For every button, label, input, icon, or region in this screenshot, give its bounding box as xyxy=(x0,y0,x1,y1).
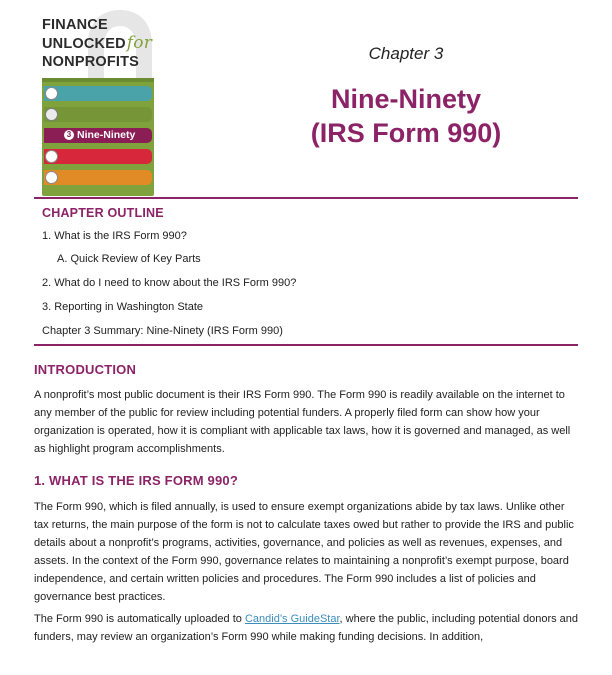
chapter-title-line-2: (IRS Form 990) xyxy=(310,118,502,148)
binder-tab-4 xyxy=(44,149,152,164)
divider-top xyxy=(34,197,578,199)
chapter-number-badge: 3 xyxy=(64,130,74,140)
binder-tab-1 xyxy=(44,86,152,101)
logo-line-finance: FINANCE xyxy=(42,17,108,33)
outline-item[interactable]: A. Quick Review of Key Parts xyxy=(57,253,201,265)
binder-tab-2 xyxy=(44,107,152,122)
candid-guidestar-link[interactable]: Candid’s GuideStar xyxy=(244,613,340,625)
outline-item[interactable]: 2. What do I need to know about the IRS Form 990? xyxy=(42,277,297,289)
outline-heading: CHAPTER OUTLINE xyxy=(42,206,164,220)
introduction-heading: INTRODUCTION xyxy=(34,362,137,377)
paragraph-text: The Form 990 is automatically uploaded to xyxy=(34,613,245,625)
section-1-heading: 1. WHAT IS THE IRS FORM 990? xyxy=(34,473,238,488)
logo-title xyxy=(42,16,152,71)
tab-label-nine-ninety xyxy=(64,129,135,141)
finance-unlocked-logo xyxy=(34,10,174,196)
logo-line-unlocked xyxy=(42,34,152,53)
chapter-title-line-1: Nine-Ninety xyxy=(330,84,482,114)
logo-line-nonprofits: NONPROFITS xyxy=(42,54,140,70)
chapter-label: Chapter 3 xyxy=(368,44,444,63)
divider-bottom xyxy=(34,344,578,346)
section-1-paragraph-1: The Form 990, which is filed annually, is used to ensure exempt organizations abide by tax laws. Unlike other tax returns, the main purpose of the form is not to calculate taxes owed but rather to provide the IRS and public details about a nonprofit’s programs, activities, governance, and policies as well as revenues, expenses, and assets. In the context of the Form 990, governance relates to maintaining a nonprofit’s exempt purpose, board independence, and certain written policies and procedures. The Form 990 includes a list of policies and governance best practices. xyxy=(34,501,574,603)
binder-tab-5 xyxy=(44,170,152,185)
tab-label-text: Nine-Ninety xyxy=(77,129,136,141)
logo-for-text: for xyxy=(126,33,153,53)
introduction-paragraph: A nonprofit’s most public document is their IRS Form 990. The Form 990 is readily available on the internet to any member of the public for review including potential funders. A properly filed form can show how your organization is operated, how it is compliant with applicable tax laws, how it is governed and managed, as well as highlight program accomplishments. xyxy=(34,389,571,455)
ring-icon xyxy=(45,87,58,100)
binder-top-edge xyxy=(42,78,154,82)
ring-icon xyxy=(45,171,58,184)
binder-tab-nine-ninety xyxy=(44,128,152,143)
ring-icon xyxy=(45,150,58,163)
logo-unlocked-text: UNLOCKED xyxy=(42,36,126,52)
outline-item[interactable]: 1. What is the IRS Form 990? xyxy=(42,230,187,242)
paragraph-text: , where the public, including potential donors and funders, may review an organization’s Form 990 while making funding decisions. In addition, xyxy=(34,613,579,643)
chapter-title xyxy=(260,82,552,150)
ring-icon xyxy=(45,108,58,121)
section-1-paragraph-2 xyxy=(34,610,582,646)
outline-item[interactable]: 3. Reporting in Washington State xyxy=(42,301,204,313)
outline-item[interactable]: Chapter 3 Summary: Nine-Ninety (IRS Form 990) xyxy=(42,325,283,337)
